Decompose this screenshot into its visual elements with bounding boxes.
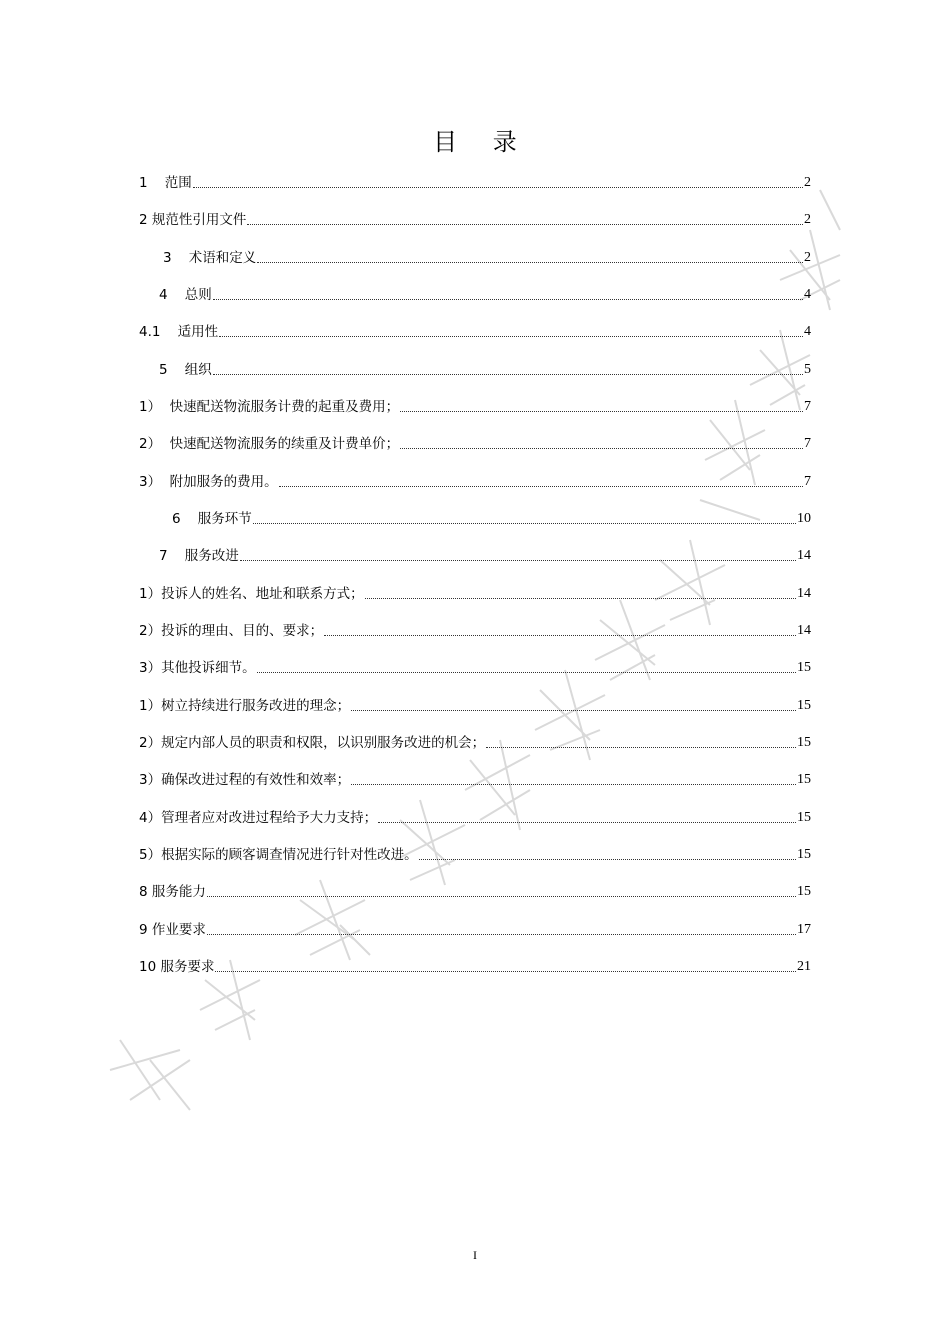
toc-leader [213, 374, 803, 375]
toc-entry-label: 2） 快速配送物流服务的续重及计费单价； [139, 436, 400, 452]
toc-entry-page: 15 [797, 810, 811, 825]
toc-entry-label: 9 作业要求 [139, 922, 206, 938]
toc-entry-page: 7 [804, 399, 811, 414]
toc-leader [365, 598, 796, 599]
toc-entry[interactable] [159, 282, 811, 304]
page-title: 目 录 [433, 128, 531, 156]
toc-entry[interactable] [163, 245, 811, 267]
toc-entry-page: 21 [797, 959, 811, 974]
toc-entry-label: 8 服务能力 [139, 884, 206, 900]
toc-leader [215, 971, 796, 972]
toc-entry[interactable] [139, 207, 811, 229]
toc-entry[interactable] [139, 618, 811, 640]
toc-entry-label: 3）其他投诉细节。 [139, 660, 256, 676]
toc-leader [378, 822, 796, 823]
toc-leader [324, 635, 796, 636]
toc-entry-page: 14 [797, 548, 811, 563]
toc-entry[interactable] [139, 655, 811, 677]
toc-entry-label: 2）投诉的理由、目的、要求； [139, 623, 324, 639]
toc-entry-label: 1 范围 [139, 175, 192, 191]
toc-entry[interactable] [139, 879, 811, 901]
toc-leader [240, 560, 796, 561]
toc-entry-label: 4.1 适用性 [139, 324, 219, 340]
toc-leader [351, 710, 796, 711]
toc-entry-label: 4 总则 [159, 287, 212, 303]
toc-leader [253, 523, 796, 524]
toc-leader [213, 299, 803, 300]
toc-leader [257, 672, 796, 673]
toc-leader [400, 411, 803, 412]
toc-entry-page: 4 [804, 324, 811, 339]
toc-entry-label: 10 服务要求 [139, 959, 215, 975]
toc-entry[interactable] [139, 469, 811, 491]
toc-entry-page: 4 [804, 287, 811, 302]
toc-entry-page: 15 [797, 772, 811, 787]
toc-entry[interactable] [139, 394, 811, 416]
page-number: I [473, 1248, 477, 1262]
toc-entry-label: 1） 快速配送物流服务计费的起重及费用； [139, 399, 400, 415]
toc-leader [207, 896, 796, 897]
toc-entry[interactable] [139, 170, 811, 192]
toc-entry[interactable] [139, 431, 811, 453]
toc-entry-label: 4）管理者应对改进过程给予大力支持； [139, 810, 378, 826]
toc-entry-label: 2）规定内部人员的职责和权限，以识别服务改进的机会； [139, 735, 486, 751]
toc-entry-label: 3 术语和定义 [163, 250, 257, 266]
toc-entry-page: 15 [797, 698, 811, 713]
toc-entry-page: 15 [797, 884, 811, 899]
toc-entry-label: 2 规范性引用文件 [139, 212, 247, 228]
toc-leader [419, 859, 796, 860]
toc-leader [486, 747, 796, 748]
toc-leader [400, 448, 803, 449]
toc-entry[interactable] [159, 357, 811, 379]
toc-entry-page: 14 [797, 623, 811, 638]
toc-leader [193, 187, 803, 188]
toc-leader [219, 336, 803, 337]
toc-entry[interactable] [139, 767, 811, 789]
toc-entry[interactable] [139, 842, 811, 864]
toc-entry-page: 14 [797, 586, 811, 601]
toc-entry-page: 15 [797, 847, 811, 862]
toc-entry-label: 3）确保改进过程的有效性和效率； [139, 772, 351, 788]
toc-entry-label: 6 服务环节 [172, 511, 252, 527]
toc-entry[interactable] [159, 543, 811, 565]
toc-entry[interactable] [139, 805, 811, 827]
toc-entry-page: 7 [804, 474, 811, 489]
toc-entry-page: 15 [797, 660, 811, 675]
toc-leader [279, 486, 803, 487]
toc-leader [207, 934, 796, 935]
toc-entry-label: 7 服务改进 [159, 548, 239, 564]
toc-leader [351, 784, 796, 785]
toc-leader [247, 224, 803, 225]
toc-entry[interactable] [139, 730, 811, 752]
toc-entry-page: 15 [797, 735, 811, 750]
toc-entry[interactable] [139, 917, 811, 939]
toc-entry[interactable] [139, 581, 811, 603]
toc-entry-label: 1）投诉人的姓名、地址和联系方式； [139, 586, 364, 602]
toc-entry-page: 10 [797, 511, 811, 526]
toc-entry-label: 3） 附加服务的费用。 [139, 474, 278, 490]
toc-entry-page: 2 [804, 212, 811, 227]
toc-entry-page: 2 [804, 175, 811, 190]
toc-entry-label: 5 组织 [159, 362, 212, 378]
toc-entry[interactable] [172, 506, 811, 528]
toc-entry-page: 7 [804, 436, 811, 451]
toc-leader [257, 262, 803, 263]
toc-entry[interactable] [139, 319, 811, 341]
toc-entry-page: 2 [804, 250, 811, 265]
toc-entry[interactable] [139, 693, 811, 715]
toc-entry-label: 1）树立持续进行服务改进的理念； [139, 698, 351, 714]
toc-entry-page: 5 [804, 362, 811, 377]
toc-entry-label: 5）根据实际的顾客调查情况进行针对性改进。 [139, 847, 418, 863]
toc-entry[interactable] [139, 954, 811, 976]
toc-entry-page: 17 [797, 922, 811, 937]
